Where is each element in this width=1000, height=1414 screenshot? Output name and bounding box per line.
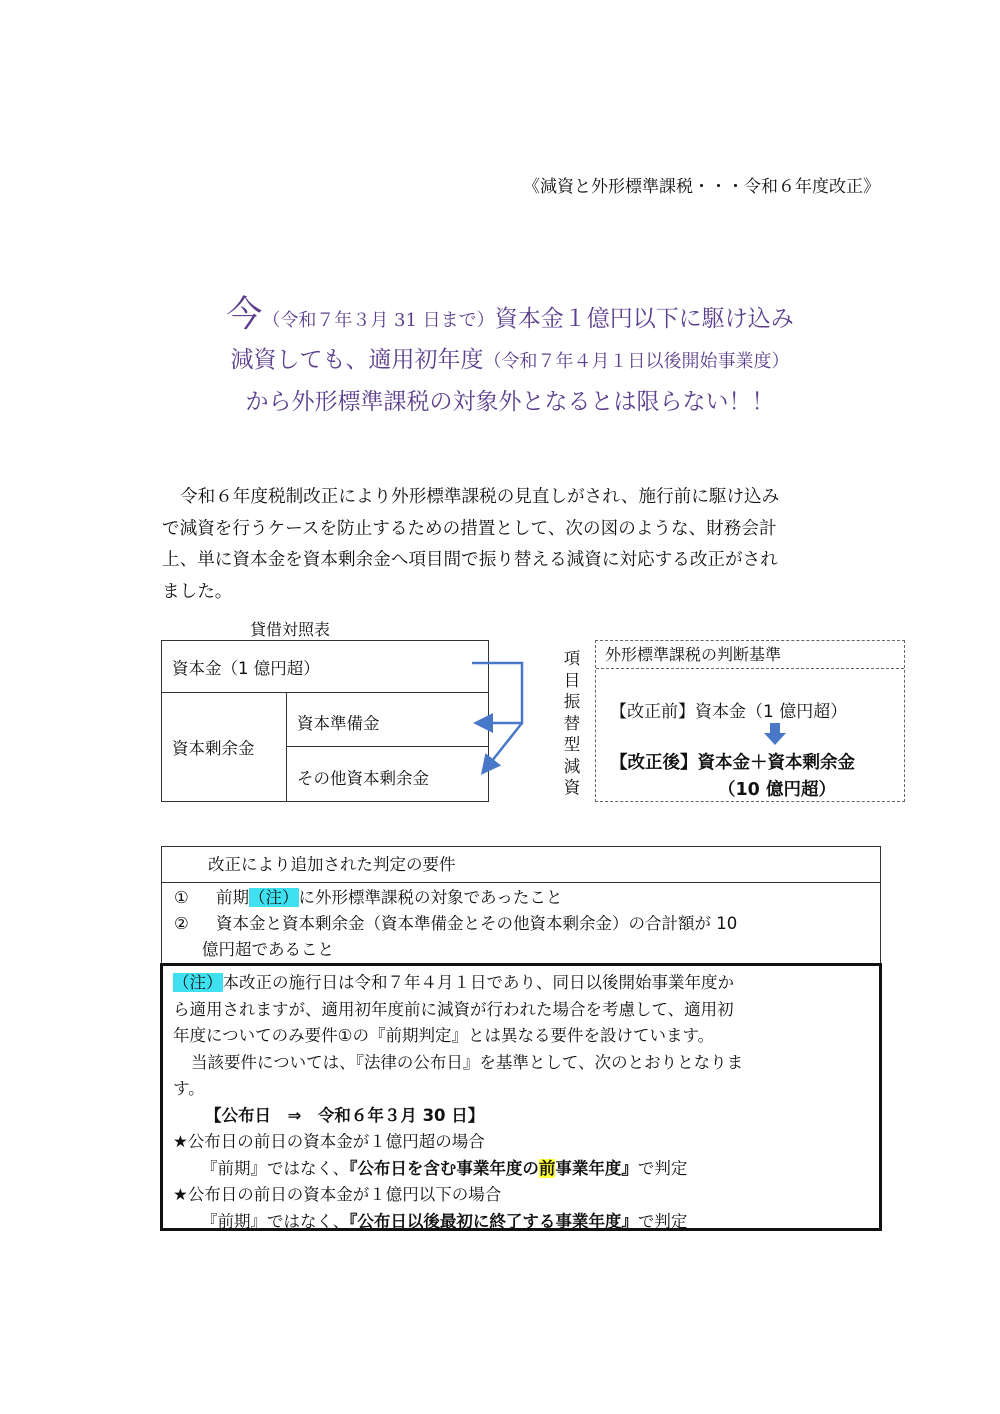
intro-line: 令和６年度税制改正により外形標準課税の見直しがされ、施行前に駆け込み	[180, 487, 780, 507]
note-marker: （注）	[249, 888, 299, 907]
other-surplus-label: その他資本剰余金	[297, 769, 429, 788]
rule-text: 『前期』ではなく、	[201, 1158, 350, 1178]
vertical-char: 目	[563, 670, 581, 690]
requirement-item-2	[174, 911, 870, 937]
intro-line: 上、単に資本金を資本剰余金へ項目間で振り替える減資に対応する改正がされ	[162, 550, 778, 570]
publication-date: 【公布日 ⇒ 令和６年３月 30 日】	[205, 1105, 485, 1125]
balance-sheet-caption: 貸借対照表	[250, 620, 331, 639]
case-1-rule	[173, 1156, 869, 1183]
headline-line-1	[160, 286, 860, 337]
vertical-char: 資	[563, 778, 581, 797]
rule-bold: 事業年度』	[555, 1158, 638, 1178]
criteria-box	[595, 640, 905, 802]
down-arrow-icon	[764, 723, 786, 745]
rule-bold: 『公布日を含む事業年度の	[349, 1158, 539, 1178]
vertical-char: 替	[563, 713, 581, 733]
document-title: 《減資と外形標準課税・・・令和６年度改正》	[523, 177, 880, 197]
rule-bold: 『公布日以後最初に終了する事業年度』	[349, 1211, 638, 1231]
balance-sheet-table	[161, 640, 489, 802]
intro-line: ました。	[162, 581, 233, 602]
vertical-label-transfer-reduction	[560, 648, 584, 799]
note-box	[160, 963, 882, 1231]
capital-label: 資本金（1 億円超）	[172, 659, 320, 678]
headline-rest: 資本金１億円以下に駆け込み	[494, 306, 794, 332]
note-tag: （注）	[173, 973, 223, 992]
item-number: ②	[174, 914, 189, 933]
intro-line: で減資を行うケースを防止するための措置として、次の図のような、財務会計	[162, 518, 777, 539]
transfer-arrows	[470, 655, 550, 785]
rule-text: で判定	[637, 1211, 688, 1231]
capital-surplus-label: 資本剰余金	[172, 739, 255, 758]
criteria-after-amount: （10 億円超）	[718, 780, 836, 800]
item-number: ①	[174, 888, 189, 907]
capital-reserve-cell	[287, 693, 488, 747]
item-text: 前期	[216, 888, 249, 907]
item-text: に外形標準課税の対象であったこと	[298, 888, 563, 907]
headline-line-3: から外形標準課税の対象外となるとは限らない！！	[245, 389, 775, 415]
note-line: ら適用されますが、適用初年度前に減資が行われた場合を考慮して、適用初	[173, 999, 734, 1019]
capital-row	[162, 641, 488, 693]
intro-paragraph	[162, 482, 874, 608]
note-line: 本改正の施行日は令和７年４月１日であり、同日以後開始事業年度か	[222, 973, 734, 992]
requirement-item-1	[174, 885, 870, 911]
note-line: 当該要件については、『法律の公布日』を基準として、次のとおりとなりま	[191, 1052, 744, 1072]
criteria-after: 【改正後】資本金＋資本剰余金	[610, 753, 855, 773]
criteria-header: 外形標準課税の判断基準	[596, 641, 904, 669]
vertical-char: 振	[563, 692, 581, 711]
item-text: 億円超であること	[202, 940, 334, 959]
headline-main: 減資しても、適用初年度	[230, 347, 484, 373]
note-line: 年度についてのみ要件①の『前期判定』とは異なる要件を設けています。	[173, 1026, 715, 1045]
capital-surplus-cell	[162, 693, 287, 801]
headline-now: 今	[226, 294, 263, 335]
criteria-before: 【改正前】資本金（1 億円超）	[610, 702, 848, 722]
vertical-char: 減	[563, 756, 581, 776]
requirements-list	[174, 885, 870, 963]
headline-line-2	[160, 341, 860, 374]
vertical-char: 項	[563, 649, 581, 668]
rule-text: で判定	[637, 1158, 688, 1178]
capital-reserve-label: 資本準備金	[297, 714, 380, 733]
note-line: す。	[173, 1079, 205, 1098]
requirements-table	[161, 846, 881, 964]
item-text: 資本金と資本剰余金（資本準備金とその他資本剰余金）の合計額が 10	[216, 914, 738, 933]
requirements-header: 改正により追加された判定の要件	[162, 847, 880, 883]
vertical-char: 型	[563, 735, 581, 754]
headline-deadline: （令和７年３月 31 日まで）	[262, 310, 495, 331]
rule-text: 『前期』ではなく、	[201, 1211, 350, 1231]
headline-start: （令和７年４月１日以後開始事業度）	[483, 351, 790, 372]
case-2-rule	[173, 1209, 869, 1236]
case-1-heading: ★公布日の前日の資本金が１億円超の場合	[173, 1132, 485, 1151]
rule-highlight: 前	[538, 1158, 556, 1178]
case-2-heading: ★公布日の前日の資本金が１億円以下の場合	[173, 1185, 502, 1204]
